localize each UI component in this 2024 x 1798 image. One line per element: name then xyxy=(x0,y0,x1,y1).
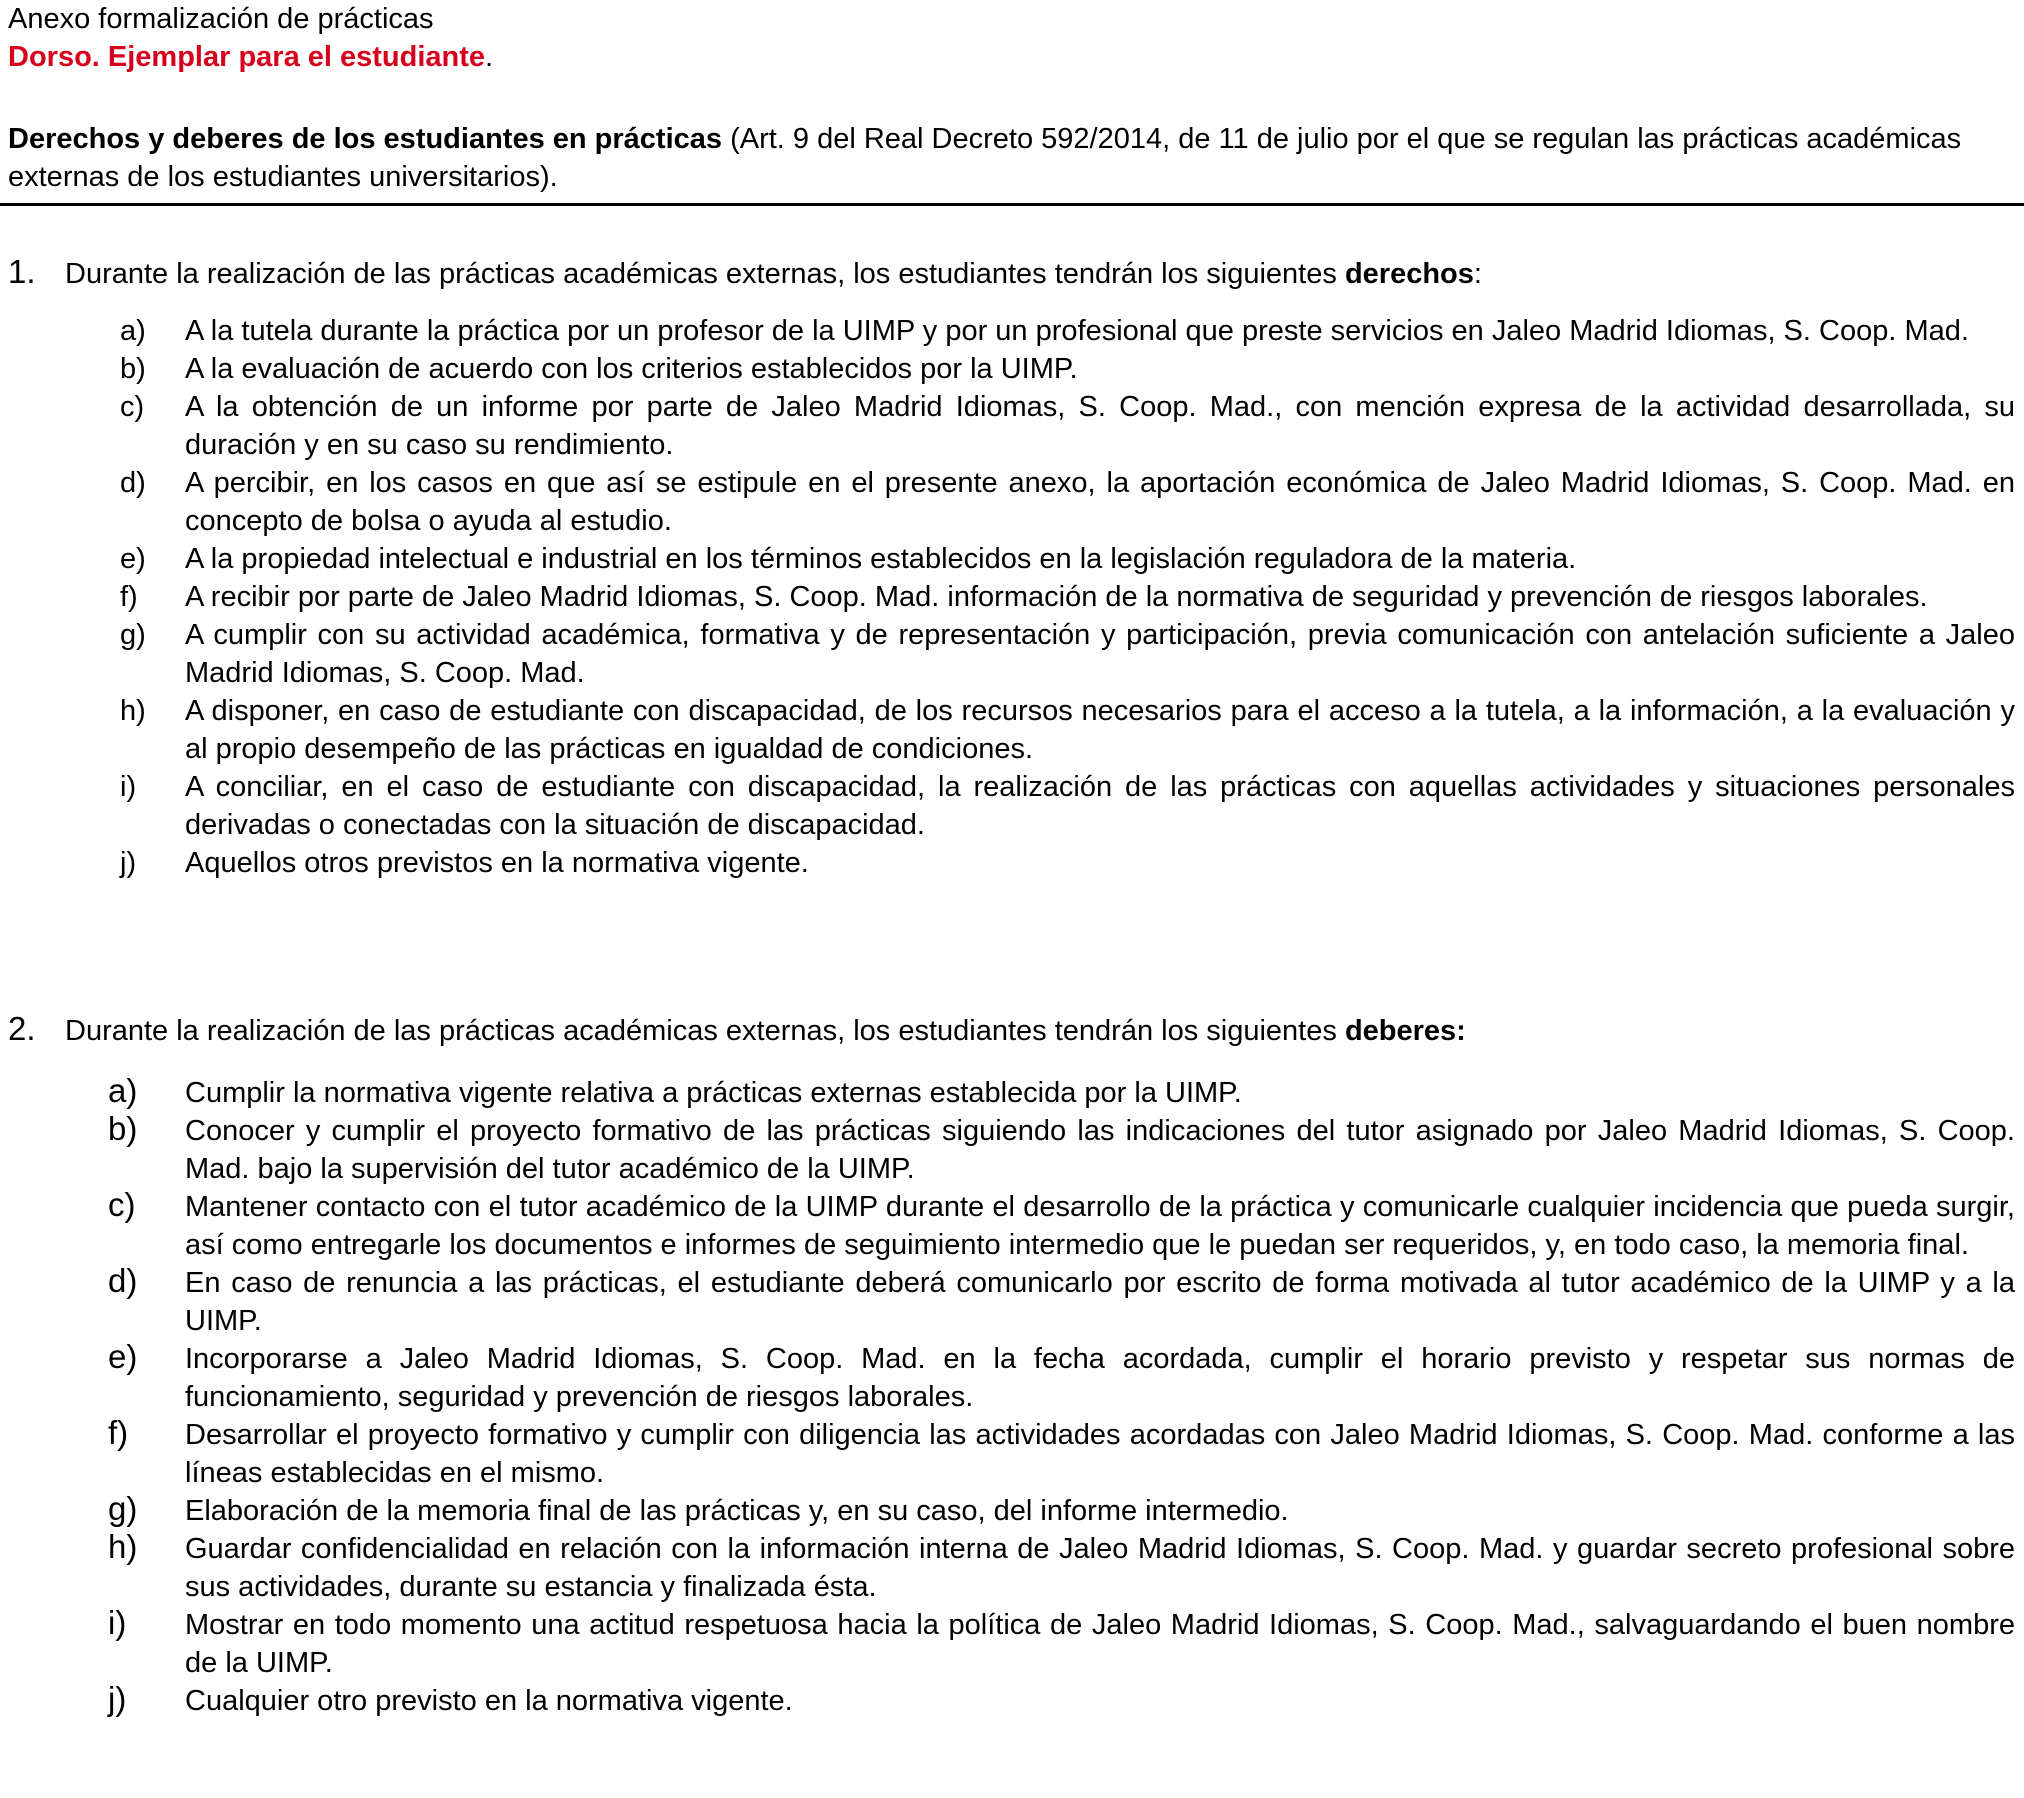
item-letter: a) xyxy=(108,1072,138,1109)
list-item xyxy=(0,388,2024,464)
item-letter: h) xyxy=(108,1528,138,1565)
rights-heading xyxy=(8,120,1993,196)
rights-list xyxy=(0,312,2024,882)
item-letter: e) xyxy=(108,1338,138,1375)
section-keyword: deberes: xyxy=(1344,1015,1466,1047)
item-text: A recibir por parte de Jaleo Madrid Idiomas, S. Coop. Mad. información de la normativa de seguridad y prevención de riesgos laborales. xyxy=(185,581,1928,613)
item-text: A cumplir con su actividad académica, formativa y de representación y participación, previa comunicación con antelación suficiente a Jaleo Madrid Idiomas, S. Coop. Mad. xyxy=(185,619,2015,689)
rights-reference: (Art. 9 del Real Decreto 592/2014, de 11 de julio por el que se regulan las prácticas académicas externas de los estudiantes universitarios). xyxy=(8,123,1962,193)
item-text: A percibir, en los casos en que así se estipule en el presente anexo, la aportación económica de Jaleo Madrid Idiomas, S. Coop. Mad. en concepto de bolsa o ayuda al estudio. xyxy=(185,467,2015,537)
list-item xyxy=(0,540,2024,578)
list-item xyxy=(0,768,2024,844)
list-item xyxy=(0,1416,2024,1492)
item-text: En caso de renuncia a las prácticas, el estudiante deberá comunicarlo por escrito de forma motivada al tutor académico de la UIMP y a la UIMP. xyxy=(185,1267,2015,1337)
copy-label-end: . xyxy=(485,41,494,73)
item-text: A disponer, en caso de estudiante con discapacidad, de los recursos necesarios para el acceso a la tutela, a la información, a la evaluación y al propio desempeño de las prácticas en igualdad de condiciones. xyxy=(185,695,2015,765)
list-item xyxy=(0,312,2024,350)
duties-list xyxy=(0,1074,2024,1720)
divider xyxy=(0,203,2024,206)
item-text: Mostrar en todo momento una actitud respetuosa hacia la política de Jaleo Madrid Idiomas, S. Coop. Mad., salvaguardando el buen nombre de la UIMP. xyxy=(185,1609,2015,1679)
item-text: Cumplir la normativa vigente relativa a prácticas externas establecida por la UIMP. xyxy=(185,1077,1242,1109)
section-number: 1. xyxy=(8,253,36,290)
list-item xyxy=(0,616,2024,692)
section-2-heading xyxy=(8,1010,2008,1050)
item-text: Desarrollar el proyecto formativo y cumplir con diligencia las actividades acordadas con Jaleo Madrid Idiomas, S. Coop. Mad. conforme a las líneas establecidas en el mismo. xyxy=(185,1419,2015,1489)
item-letter: i) xyxy=(120,771,137,803)
section-intro: Durante la realización de las prácticas académicas externas, los estudiantes tendrán los siguientes xyxy=(65,1015,1345,1047)
item-letter: g) xyxy=(120,619,146,651)
item-letter: b) xyxy=(120,353,146,385)
item-letter: f) xyxy=(108,1414,129,1451)
list-item xyxy=(0,1682,2024,1720)
item-letter: h) xyxy=(120,695,146,727)
copy-label xyxy=(8,38,493,76)
item-text: Incorporarse a Jaleo Madrid Idiomas, S. Coop. Mad. en la fecha acordada, cumplir el horario previsto y respetar sus normas de funcionamiento, seguridad y prevención de riesgos laborales. xyxy=(185,1343,2015,1413)
item-text: Guardar confidencialidad en relación con la información interna de Jaleo Madrid Idiomas, S. Coop. Mad. y guardar secreto profesional sobre sus actividades, durante su estancia y finalizada ésta. xyxy=(185,1533,2015,1603)
item-letter: c) xyxy=(120,391,145,423)
section-intro-end: : xyxy=(1473,258,1482,290)
item-letter: i) xyxy=(108,1604,127,1641)
item-text: A la tutela durante la práctica por un profesor de la UIMP y por un profesional que preste servicios en Jaleo Madrid Idiomas, S. Coop. Mad. xyxy=(185,315,1969,347)
item-letter: d) xyxy=(120,467,146,499)
item-letter: e) xyxy=(120,543,146,575)
list-item xyxy=(0,1188,2024,1264)
item-text: A conciliar, en el caso de estudiante con discapacidad, la realización de las prácticas con aquellas actividades y situaciones personales derivadas o conectadas con la situación de discapacidad. xyxy=(185,771,2015,841)
item-text: Cualquier otro previsto en la normativa vigente. xyxy=(185,1685,793,1717)
item-letter: g) xyxy=(108,1490,138,1527)
list-item xyxy=(0,1530,2024,1606)
list-item xyxy=(0,692,2024,768)
item-text: A la propiedad intelectual e industrial en los términos establecidos en la legislación reguladora de la materia. xyxy=(185,543,1577,575)
item-letter: d) xyxy=(108,1262,138,1299)
copy-label-text: Dorso. Ejemplar para el estudiante xyxy=(8,41,486,73)
section-keyword: derechos xyxy=(1344,258,1474,290)
list-item xyxy=(0,578,2024,616)
item-letter: j) xyxy=(108,1680,127,1717)
item-letter: f) xyxy=(120,581,138,613)
item-text: A la evaluación de acuerdo con los criterios establecidos por la UIMP. xyxy=(185,353,1078,385)
item-text: A la obtención de un informe por parte de Jaleo Madrid Idiomas, S. Coop. Mad., con mención expresa de la actividad desarrollada, su duración y en su caso su rendimiento. xyxy=(185,391,2015,461)
item-letter: a) xyxy=(120,315,146,347)
item-letter: j) xyxy=(120,847,137,879)
list-item xyxy=(0,1074,2024,1112)
section-intro: Durante la realización de las prácticas académicas externas, los estudiantes tendrán los siguientes xyxy=(65,258,1345,290)
section-1-heading xyxy=(8,253,2008,293)
item-text: Conocer y cumplir el proyecto formativo de las prácticas siguiendo las indicaciones del tutor asignado por Jaleo Madrid Idiomas, S. Coop. Mad. bajo la supervisión del tutor académico de la UIMP. xyxy=(185,1115,2015,1185)
list-item xyxy=(0,1606,2024,1682)
list-item xyxy=(0,350,2024,388)
item-letter: c) xyxy=(108,1186,136,1223)
annex-title: Anexo formalización de prácticas xyxy=(8,3,434,35)
item-text: Mantener contacto con el tutor académico de la UIMP durante el desarrollo de la práctica y comunicarle cualquier incidencia que pueda surgir, así como entregarle los documentos e informes de seguimiento intermedio que le puedan ser requeridos, y, en todo caso, la memoria final. xyxy=(185,1191,2015,1261)
rights-title: Derechos y deberes de los estudiantes en prácticas xyxy=(8,123,723,155)
list-item xyxy=(0,1340,2024,1416)
item-text: Aquellos otros previstos en la normativa vigente. xyxy=(185,847,809,879)
list-item xyxy=(0,1264,2024,1340)
list-item xyxy=(0,1492,2024,1530)
item-text: Elaboración de la memoria final de las prácticas y, en su caso, del informe intermedio. xyxy=(185,1495,1289,1527)
list-item xyxy=(0,1112,2024,1188)
list-item xyxy=(0,844,2024,882)
item-letter: b) xyxy=(108,1110,138,1147)
list-item xyxy=(0,464,2024,540)
section-number: 2. xyxy=(8,1010,36,1047)
